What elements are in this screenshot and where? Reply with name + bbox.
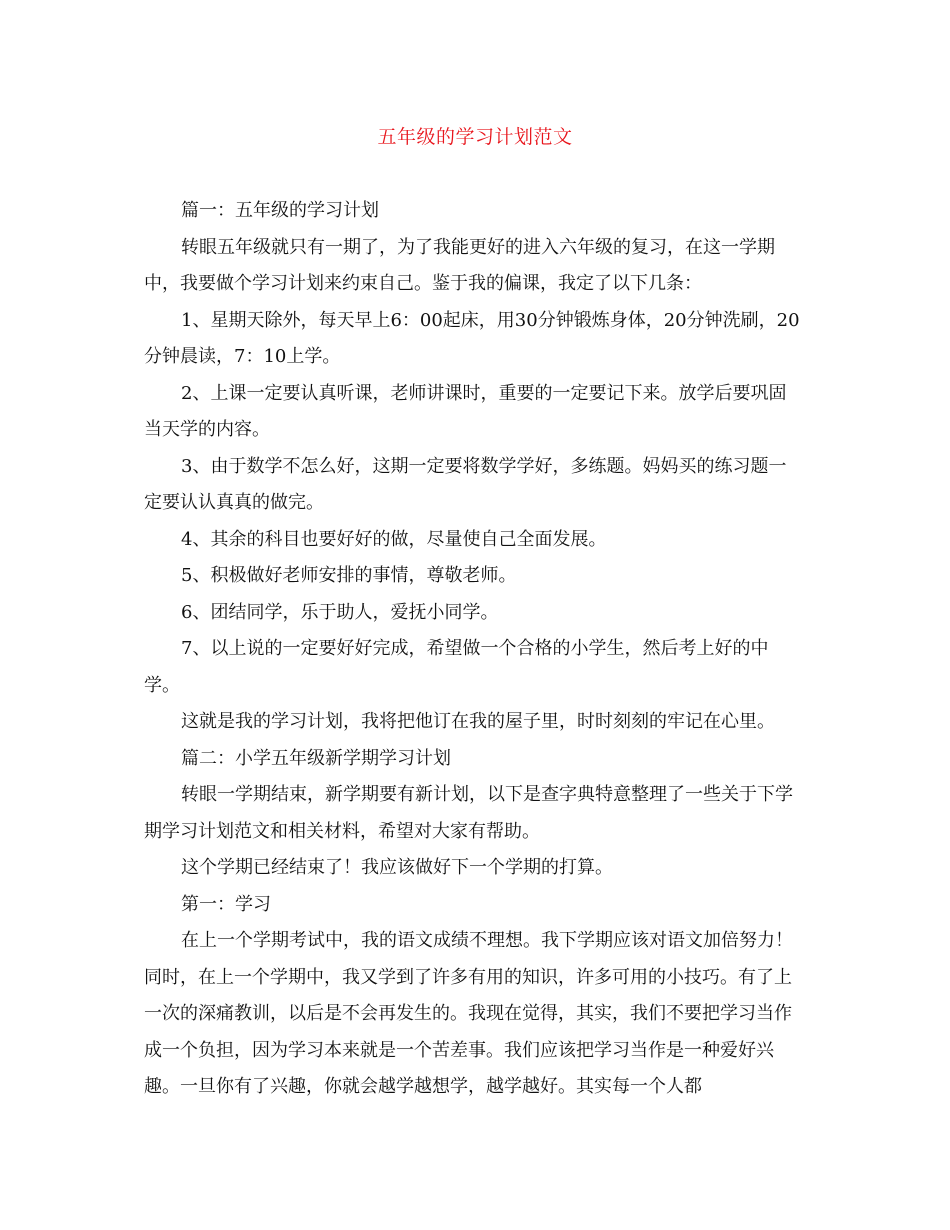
heading-part-two: 篇二：小学五年级新学期学习计划 [181,747,451,769]
list-item-4: 4、其余的科目也要好好的做，尽量使自己全面发展。 [181,528,607,550]
list-item-1: 1、星期天除外，每天早上6：00起床，用30分钟锻炼身体，20分钟洗刷，20分钟晨读，7：10上学。 [144,309,800,367]
paragraph-part-two-intro: 转眼一学期结束，新学期要有新计划，以下是查字典特意整理了一些关于下学期学习计划范文和相关材料，希望对大家有帮助。 [144,784,793,842]
paragraph-semester-end: 这个学期已经结束了！我应该做好下一个学期的打算。 [181,857,613,878]
paragraph-intro: 转眼五年级就只有一期了，为了我能更好的进入六年级的复习，在这一学期中，我要做个学习计划来约束自己。鉴于我的偏课，我定了以下几条： [144,236,775,294]
list-item-7: 7、以上说的一定要好好完成，希望做一个合格的小学生，然后考上好的中学。 [144,638,769,696]
paragraph-study: 在上一个学期考试中，我的语文成绩不理想。我下学期应该对语文加倍努力！同时，在上一个学期中，我又学到了许多有用的知识，许多可用的小技巧。有了上一次的深痛教训，以后是不会再发生的。我现在觉得，其实，我们不要把学习当作成一个负担，因为学习本来就是一个苦差事。我们应该把学习当作是一种爱好兴趣。一旦你有了兴趣，你就会越学越想学，越学越好。其实每一个人都 [144,930,793,1097]
list-item-6: 6、团结同学，乐于助人，爱抚小同学。 [181,601,499,623]
list-item-3: 3、由于数学不怎么好，这期一定要将数学学好，多练题。妈妈买的练习题一定要认认真真的做完。 [144,455,787,513]
document-title: 五年级的学习计划范文 [377,126,573,148]
paragraph-conclusion: 这就是我的学习计划，我将把他订在我的屋子里，时时刻刻的牢记在心里。 [181,711,775,732]
list-item-2: 2、上课一定要认真听课，老师讲课时，重要的一定要记下来。放学后要巩固当天学的内容。 [144,382,787,440]
heading-study: 第一：学习 [181,893,271,915]
list-item-5: 5、积极做好老师安排的事情，尊敬老师。 [181,565,517,586]
heading-part-one: 篇一：五年级的学习计划 [181,200,379,221]
document-body [144,193,804,1106]
